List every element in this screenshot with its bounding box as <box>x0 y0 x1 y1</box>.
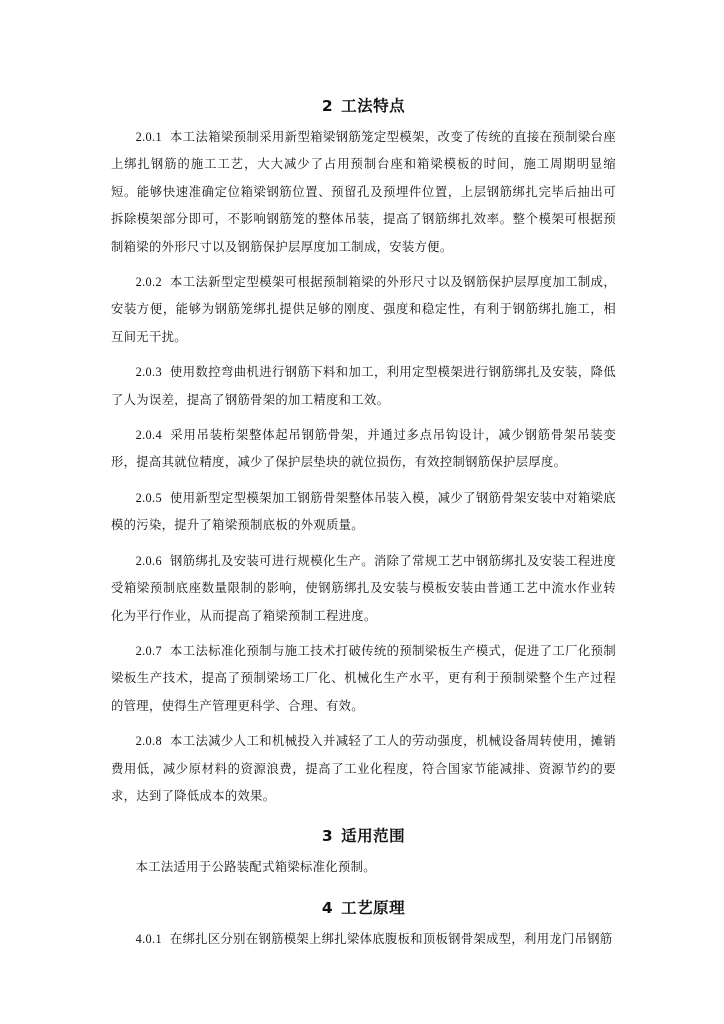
paragraph-2-0-2 <box>111 269 616 351</box>
paragraph-number: 2.0.3 <box>135 365 162 380</box>
paragraph-number: 2.0.8 <box>135 734 162 749</box>
paragraph-2-0-6 <box>111 548 616 630</box>
paragraph-2-0-7 <box>111 638 616 720</box>
section-title-4 <box>111 894 616 922</box>
section-title-text: 适用范围 <box>341 827 406 846</box>
section-title-2 <box>111 92 616 120</box>
paragraph-4-0-1 <box>111 926 616 953</box>
paragraph-text: 本工法新型定型模架可根据预制箱梁的外形尺寸以及钢筋保护层厚度加工制成，安装方便，能够为钢筋笼绑扎提供足够的刚度、强度和稳定性，有利于钢筋绑扎施工，相互间无干扰。 <box>111 275 616 344</box>
paragraph-text: 本工法标准化预制与施工技术打破传统的预制梁板生产模式，促进了工厂化预制梁板生产技术，提高了预制梁场工厂化、机械化生产水平，更有利于预制梁整个生产过程的管理，使得生产管理更科学、合理、有效。 <box>111 643 616 713</box>
section-title-3 <box>111 822 616 850</box>
section-title-text: 工艺原理 <box>341 898 406 917</box>
paragraph-number: 2.0.1 <box>135 130 162 144</box>
paragraph-number: 2.0.5 <box>135 490 162 505</box>
paragraph-text: 钢筋绑扎及安装可进行规模化生产。消除了常规工艺中钢筋绑扎及安装工程进度受箱梁预制底座数量限制的影响，使钢筋绑扎及安装与模板安装由普通工艺中流水作业转化为平行作业，从而提高了箱梁预制工程进度。 <box>111 553 616 623</box>
paragraph-text: 使用新型定型模架加工钢筋骨架整体吊装入模，减少了钢筋骨架安装中对箱梁底模的污染，提升了箱梁预制底板的外观质量。 <box>111 490 616 533</box>
paragraph-2-0-8 <box>111 728 616 810</box>
section-number: 4 <box>321 898 334 917</box>
paragraph-3-scope <box>111 854 616 881</box>
paragraph-2-0-3 <box>111 359 616 414</box>
paragraph-number: 2.0.6 <box>135 553 162 568</box>
paragraph-2-0-5 <box>111 485 616 540</box>
paragraph-number: 4.0.1 <box>135 931 162 946</box>
paragraph-number: 2.0.4 <box>135 428 162 443</box>
section-number: 2 <box>321 97 334 115</box>
paragraph-text: 本工法箱梁预制采用新型箱梁钢筋笼定型模架，改变了传统的直接在预制梁台座上绑扎钢筋的施工工艺，大大减少了占用预制台座和箱梁模板的时间，施工周期明显缩短。能够快速准确定位箱梁钢筋位置、预留孔及预埋件位置，上层钢筋绑扎完毕后抽出可拆除模架部分即可，不影响钢筋笼的整体吊装，提高了钢筋绑扎效率。整个模架可根据预制箱梁的外形尺寸以及钢筋保护层厚度加工制成，安装方便。 <box>111 130 616 254</box>
section-title-text: 工法特点 <box>341 97 406 115</box>
paragraph-text: 在绑扎区分别在钢筋模架上绑扎梁体底腹板和顶板钢骨架成型，利用龙门吊钢筋 <box>169 931 613 946</box>
paragraph-text: 采用吊装桁架整体起吊钢筋骨架，并通过多点吊钩设计，减少钢筋骨架吊装变形，提高其就位精度，减少了保护层垫块的就位损伤，有效控制钢筋保护层厚度。 <box>111 428 616 470</box>
section-number: 3 <box>321 827 334 846</box>
paragraph-text: 本工法减少人工和机械投入并减轻了工人的劳动强度，机械设备周转使用，摊销费用低，减少原材料的资源浪费，提高了工业化程度，符合国家节能减排、资源节约的要求，达到了降低成本的效果。 <box>111 734 616 803</box>
paragraph-number: 2.0.2 <box>135 275 162 290</box>
paragraph-text: 使用数控弯曲机进行钢筋下料和加工，利用定型模架进行钢筋绑扎及安装，降低了人为误差，提高了钢筋骨架的加工精度和工效。 <box>111 365 616 407</box>
page-content <box>111 92 616 953</box>
paragraph-text: 本工法适用于公路装配式箱梁标准化预制。 <box>135 860 376 875</box>
paragraph-2-0-4 <box>111 422 616 477</box>
paragraph-2-0-1 <box>111 124 616 261</box>
paragraph-number: 2.0.7 <box>135 643 162 658</box>
